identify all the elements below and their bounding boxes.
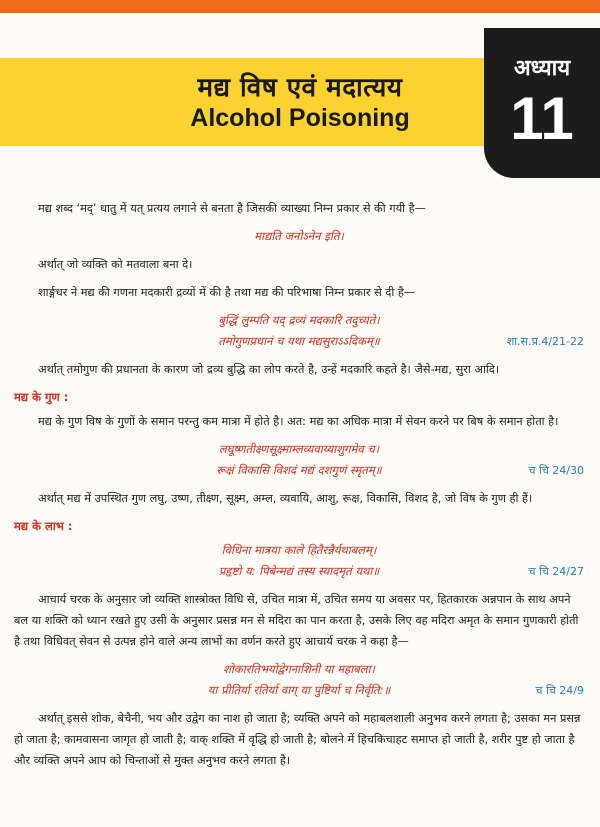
- verse-reference: च चि 24/9: [535, 684, 584, 697]
- verse-line-text: रूक्षं विकासि विशदं मद्यं दशगुणं स्मृतम्॥: [216, 463, 382, 477]
- top-accent-strip: [0, 0, 600, 13]
- verse-line: [14, 680, 584, 701]
- paragraph: शार्ङ्गधर ने मद्य की गणना मदकारी द्रव्यों में की है तथा मद्य की परिभाषा निम्न प्रकार से दी है—: [38, 286, 416, 299]
- sanskrit-verse: [14, 439, 584, 481]
- verse-line-text: या प्रीतिर्या रतिर्या वाग् या पुष्टिर्या च निर्वृति:॥: [207, 683, 391, 697]
- paragraph: अर्थात् इससे शोक, बेचैनी, भय और उद्वेग का नाश हो जाता है; व्यक्ति अपने को महाबलशाली अनुभव करने लगता है; उसका मन प्रसन्न हो जाता है; कामवासना जागृत हो जाती है; वाक् शक्ति में वृद्धि हो जाती है; बोलने में हिचकिचाहट समाप्त हो जाती है, शरीर पुष्ट हो जाता है और व्यक्ति अपने आप को चिन्ताओं से मुक्त अनुभव करने लगता है।: [14, 712, 581, 767]
- paragraph: अर्थात् मद्य में उपस्थित गुण लघु, उष्ण, तीक्ष्ण, सूक्ष्म, अम्ल, व्यवायि, आशु, रूक्ष, विकासि, विशद है, जो विष के गुण ही हैं।: [38, 492, 533, 505]
- page-body: [14, 198, 584, 778]
- chapter-number: 11: [510, 85, 574, 152]
- verse-reference: च चि 24/27: [528, 565, 584, 578]
- verse-line: विधिना मात्रया काले हितैरन्नैर्यथाबलम्।: [221, 543, 377, 557]
- verse-line-text: प्रहृष्टो य: पिबेन्मद्यं तस्य स्यादमृतं यथा॥: [218, 564, 380, 578]
- verse-line-text: तमोगुणप्रधानं च यथा मद्यसुराऽऽदिकम्॥: [218, 334, 380, 348]
- chapter-number-tab: [484, 28, 600, 178]
- sanskrit-verse: [14, 540, 584, 582]
- verse-line: बुद्धिं लुम्पति यद् द्रव्यं मदकारि तदुच्यते।: [218, 313, 380, 327]
- sanskrit-verse: [14, 226, 584, 247]
- section-heading: मद्य के गुण :: [14, 390, 69, 404]
- chapter-label: अध्याय: [513, 56, 571, 81]
- paragraph: आचार्य चरक के अनुसार जो व्यक्ति शास्त्रोक्त विधि से, उचित मात्रा में, उचित समय या अवसर पर, हितकारक अन्नपान के साथ अपने बल या शक्ति को ध्यान रखते हुए उसी के अनुसार प्रसन्न मन से मदिरा का पान करता है, उसके लिए वह मदिरा अमृत के समान गुणकारी होती है तथा विधिवत् सेवन से उत्पन्न होने वाले अन्य लाभों का वर्णन करते हुए आचार्य चरक ने कहा है—: [14, 593, 579, 648]
- verse-line: [14, 460, 584, 481]
- verse-line: माद्यति जनोऽनेन इति।: [254, 229, 344, 243]
- paragraph: मद्य शब्द ‘मद्’ धातु में यत् प्रत्यय लगाने से बनता है जिसकी व्याख्या निम्न प्रकार से की गयी है—: [38, 202, 426, 215]
- verse-line: शोकारतिभयोद्वेगनाशिनी या महाबला।: [223, 662, 375, 676]
- section-heading: मद्य के लाभ :: [14, 519, 73, 533]
- paragraph: मद्य के गुण विष के गुणों के समान परन्तु कम मात्रा में होते है। अत: मद्य का अधिक मात्रा में सेवन करने पर बिष के समान होता है।: [38, 415, 559, 428]
- sanskrit-verse: [14, 310, 584, 352]
- chapter-title-english: Alcohol Poisoning: [190, 104, 410, 132]
- verse-line: [14, 331, 584, 352]
- verse-reference: च चि 24/30: [528, 464, 584, 477]
- paragraph: अर्थात् तमोगुण की प्रधानता के कारण जो द्रव्य बुद्धि का लोप करते है, उन्हें मदकारि कहते है। जैसे-मद्य, सुरा आदि।: [38, 363, 500, 376]
- sanskrit-verse: [14, 659, 584, 701]
- verse-line: [14, 561, 584, 582]
- verse-reference: शा.स.प्र.4/21-22: [506, 335, 584, 348]
- chapter-title-hindi: मद्य विष एवं मदात्यय: [197, 73, 403, 103]
- verse-line: लघूष्णतीक्ष्णसूक्ष्माम्लव्यवाय्याशुगमेव च।: [218, 442, 380, 456]
- paragraph: अर्थात् जो व्यक्ति को मतवाला बना दे।: [38, 258, 193, 271]
